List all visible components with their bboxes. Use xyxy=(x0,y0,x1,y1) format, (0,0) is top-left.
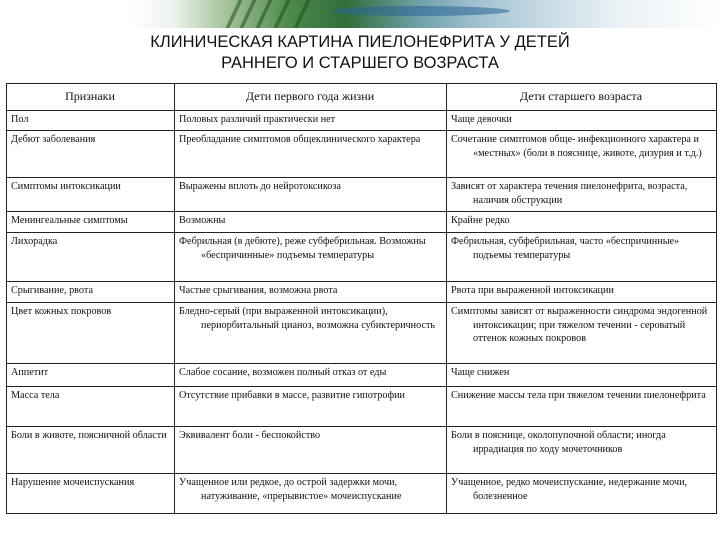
page-title-line-2: РАННЕГО И СТАРШЕГО ВОЗРАСТА xyxy=(221,54,499,72)
cell-text: Фебрильная, субфебрильная, часто «беспричинные» подъемы температуры xyxy=(451,236,680,261)
table-row xyxy=(7,387,717,427)
header-older-children: Дети старшего возраста xyxy=(447,84,717,111)
row-sign-cell xyxy=(7,364,175,387)
table-row xyxy=(7,427,717,474)
infant-cell xyxy=(175,282,447,303)
row-sign-cell xyxy=(7,427,175,474)
clinical-comparison-table xyxy=(6,83,717,514)
grass-blade-decoration xyxy=(273,0,290,28)
grass-blade-decoration xyxy=(239,0,256,28)
table-row xyxy=(7,111,717,131)
infant-cell xyxy=(175,233,447,282)
older-cell xyxy=(447,303,717,364)
row-sign-cell xyxy=(7,474,175,514)
table-row xyxy=(7,364,717,387)
cell-text: Лихорадка xyxy=(11,236,58,247)
older-cell xyxy=(447,212,717,233)
infant-cell xyxy=(175,131,447,178)
cell-text: Боли в пояснице, околопупочной области; иногда иррадиация по ходу мочеточников xyxy=(451,430,666,455)
older-cell xyxy=(447,387,717,427)
older-cell xyxy=(447,233,717,282)
row-sign-cell xyxy=(7,212,175,233)
older-cell xyxy=(447,282,717,303)
cell-text: Чаще снижен xyxy=(451,367,510,378)
older-cell xyxy=(447,111,717,131)
older-cell xyxy=(447,178,717,212)
cell-text: Боли в животе, поясничной области xyxy=(11,430,167,441)
cell-text: Выражены вплоть до нейротоксикоза xyxy=(179,181,341,192)
cell-text: Фебрильная (в дебюте), реже субфебрильная. Возможны «беспричинные» подъемы температуры xyxy=(179,236,426,261)
infant-cell xyxy=(175,178,447,212)
row-sign-cell xyxy=(7,387,175,427)
row-sign-cell xyxy=(7,303,175,364)
row-sign-cell xyxy=(7,282,175,303)
cell-text: Нарушение мочеиспускания xyxy=(11,477,135,488)
cell-text: Сочетание симптомов обще- инфекционного характера и «местных» (боли в пояснице, животе, дизурия и т.д.) xyxy=(451,134,702,159)
cell-text: Возможны xyxy=(179,215,226,226)
cell-text: Бледно-серый (при выраженной интоксикации), периорбитальный цианоз, возможна субиктеричность xyxy=(179,306,436,331)
cell-text: Крайне редко xyxy=(451,215,510,226)
header-sign: Признаки xyxy=(7,84,175,111)
infant-cell xyxy=(175,474,447,514)
cell-text: Аппетит xyxy=(11,367,49,378)
cell-text: Частые срыгивания, возможна рвота xyxy=(179,285,338,296)
cell-text: Менингеальные симптомы xyxy=(11,215,128,226)
row-sign-cell xyxy=(7,233,175,282)
cell-text: Учащенное или редкое, до острой задержки мочи, натуживание, «прерывистое» мочеиспускание xyxy=(179,477,402,502)
infant-cell xyxy=(175,387,447,427)
cell-text: Срыгивание, рвота xyxy=(11,285,93,296)
older-cell xyxy=(447,427,717,474)
header-infants: Дети первого года жизни xyxy=(175,84,447,111)
older-cell xyxy=(447,364,717,387)
older-cell xyxy=(447,474,717,514)
row-sign-cell xyxy=(7,178,175,212)
cell-text: Цвет кожных покровов xyxy=(11,306,112,317)
cell-text: Масса тела xyxy=(11,390,60,401)
cell-text: Зависят от характера течения пиелонефрита, возраста, наличия обструкции xyxy=(451,181,688,206)
cell-text: Чаще девочки xyxy=(451,114,512,125)
decorative-banner xyxy=(0,0,720,28)
cell-text: Половых различий практически нет xyxy=(179,114,336,125)
infant-cell xyxy=(175,111,447,131)
table-row xyxy=(7,303,717,364)
table-row xyxy=(7,282,717,303)
table-row xyxy=(7,178,717,212)
row-sign-cell xyxy=(7,131,175,178)
grass-blade-decoration xyxy=(293,0,310,28)
table-row xyxy=(7,131,717,178)
cell-text: Симптомы зависят от выраженности синдрома эндогенной интоксикации; при тяжелом течении - сероватый оттенок кожных покровов xyxy=(451,306,708,344)
water-wave-decoration xyxy=(330,6,510,16)
page-title-line-1: КЛИНИЧЕСКАЯ КАРТИНА ПИЕЛОНЕФРИТА У ДЕТЕЙ xyxy=(150,33,570,51)
cell-text: Учащенное, редко мочеиспускание, недержание мочи, болезненное xyxy=(451,477,688,502)
cell-text: Снижение массы тела при тяжелом течении пиелонефрита xyxy=(451,390,706,401)
table-row xyxy=(7,233,717,282)
infant-cell xyxy=(175,364,447,387)
cell-text: Отсутствие прибавки в массе, развитие гипотрофии xyxy=(179,390,405,401)
cell-text: Преобладание симптомов общеклинического характера xyxy=(179,134,421,145)
infant-cell xyxy=(175,212,447,233)
cell-text: Дебют заболевания xyxy=(11,134,96,145)
grass-blade-decoration xyxy=(255,0,272,28)
older-cell xyxy=(447,131,717,178)
cell-text: Симптомы интоксикации xyxy=(11,181,121,192)
infant-cell xyxy=(175,303,447,364)
table-header-row xyxy=(7,84,717,111)
table-row xyxy=(7,474,717,514)
cell-text: Слабое сосание, возможен полный отказ от еды xyxy=(179,367,387,378)
table-row xyxy=(7,212,717,233)
cell-text: Рвота при выраженной интоксикации xyxy=(451,285,614,296)
cell-text: Эквивалент боли - беспокойство xyxy=(179,430,321,441)
infant-cell xyxy=(175,427,447,474)
row-sign-cell xyxy=(7,111,175,131)
page-title xyxy=(0,32,720,74)
cell-text: Пол xyxy=(11,114,29,125)
